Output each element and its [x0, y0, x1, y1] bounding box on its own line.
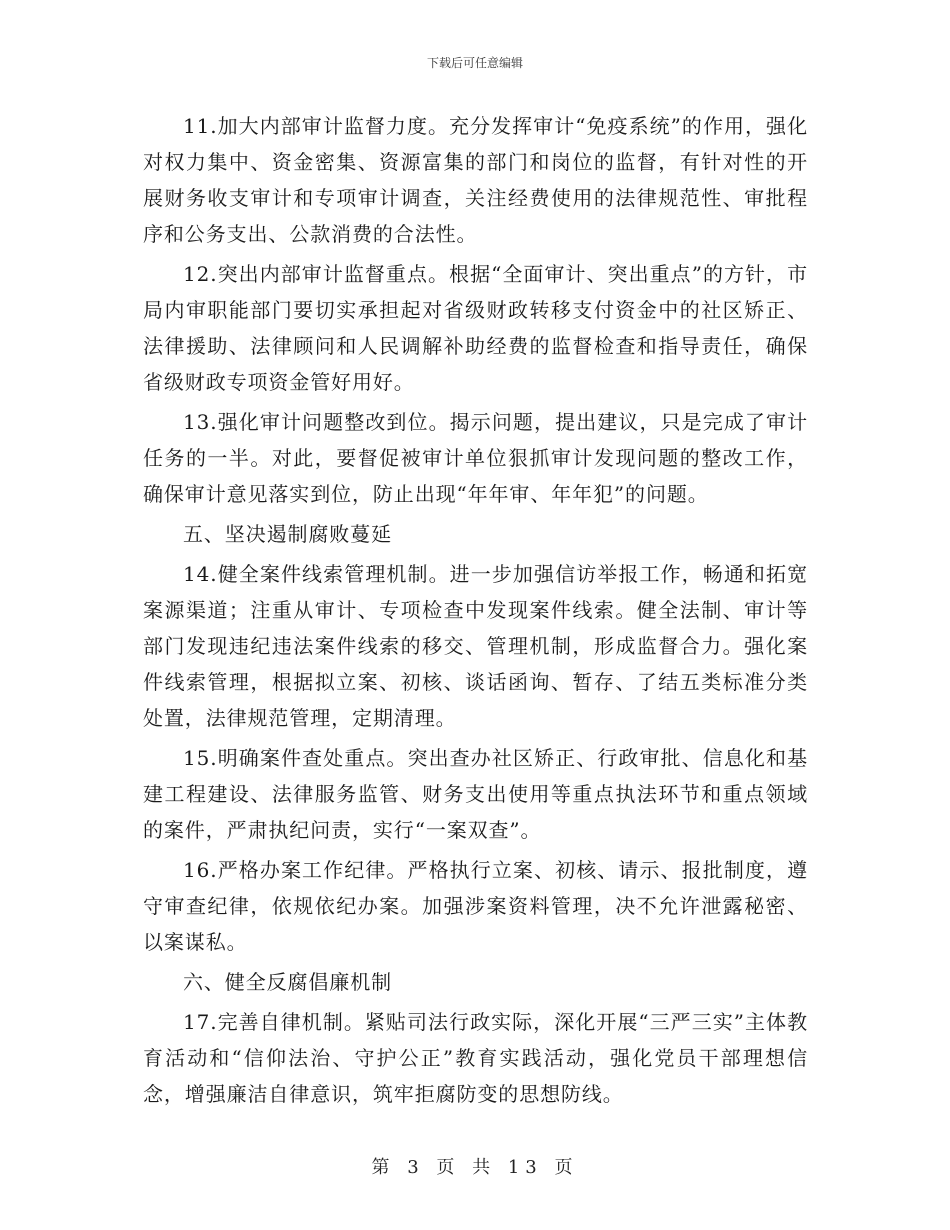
paragraph-17: 17.完善自律机制。紧贴司法行政实际，深化开展“三严三实”主体教育活动和“信仰法治、守护公正”教育实践活动，强化党员干部理想信念，增强廉洁自律意识，筑牢拒腐防变的思想防线。 [143, 1010, 808, 1106]
paragraph-14: 14.健全案件线索管理机制。进一步加强信访举报工作，畅通和拓宽案源渠道；注重从审计、专项检查中发现案件线索。健全法制、审计等部门发现违纪违法案件线索的移交、管理机制，形成监督合力。强化案件线索管理，根据拟立案、初核、谈话函询、暂存、了结五类标准分类处置，法律规范管理，定期清理。 [143, 562, 808, 730]
header-note: 下载后可任意编辑 [426, 56, 523, 70]
paragraph-11: 11.加大内部审计监督力度。充分发挥审计“免疫系统”的作用，强化对权力集中、资金密集、资源富集的部门和岗位的监督，有针对性的开展财务收支审计和专项审计调查，关注经费使用的法律规范性、审批程序和公务支出、公款消费的合法性。 [143, 114, 808, 246]
section-heading-5: 五、坚决遏制腐败蔓延 [183, 522, 392, 546]
section-heading-6: 六、健全反腐倡廉机制 [183, 970, 392, 994]
paragraph-12: 12.突出内部审计监督重点。根据“全面审计、突出重点”的方针，市局内审职能部门要切实承担起对省级财政转移支付资金中的社区矫正、法律援助、法律顾问和人民调解补助经费的监督检查和指导责任，确保省级财政专项资金管好用好。 [143, 262, 808, 394]
paragraph-16: 16.严格办案工作纪律。严格执行立案、初核、请示、报批制度，遵守审查纪律，依规依纪办案。加强涉案资料管理，决不允许泄露秘密、以案谋私。 [143, 858, 808, 954]
paragraph-15: 15.明确案件查处重点。突出查办社区矫正、行政审批、信息化和基建工程建设、法律服务监管、财务支出使用等重点执法环节和重点领域的案件，严肃执纪问责，实行“一案双查”。 [143, 746, 808, 842]
page-footer: 第 3 页 共 13 页 [371, 1157, 579, 1178]
document-body [143, 108, 808, 1116]
paragraph-13: 13.强化审计问题整改到位。揭示问题，提出建议，只是完成了审计任务的一半。对此，要督促被审计单位狠抓审计发现问题的整改工作，确保审计意见落实到位，防止出现“年年审、年年犯”的问题。 [143, 410, 808, 506]
